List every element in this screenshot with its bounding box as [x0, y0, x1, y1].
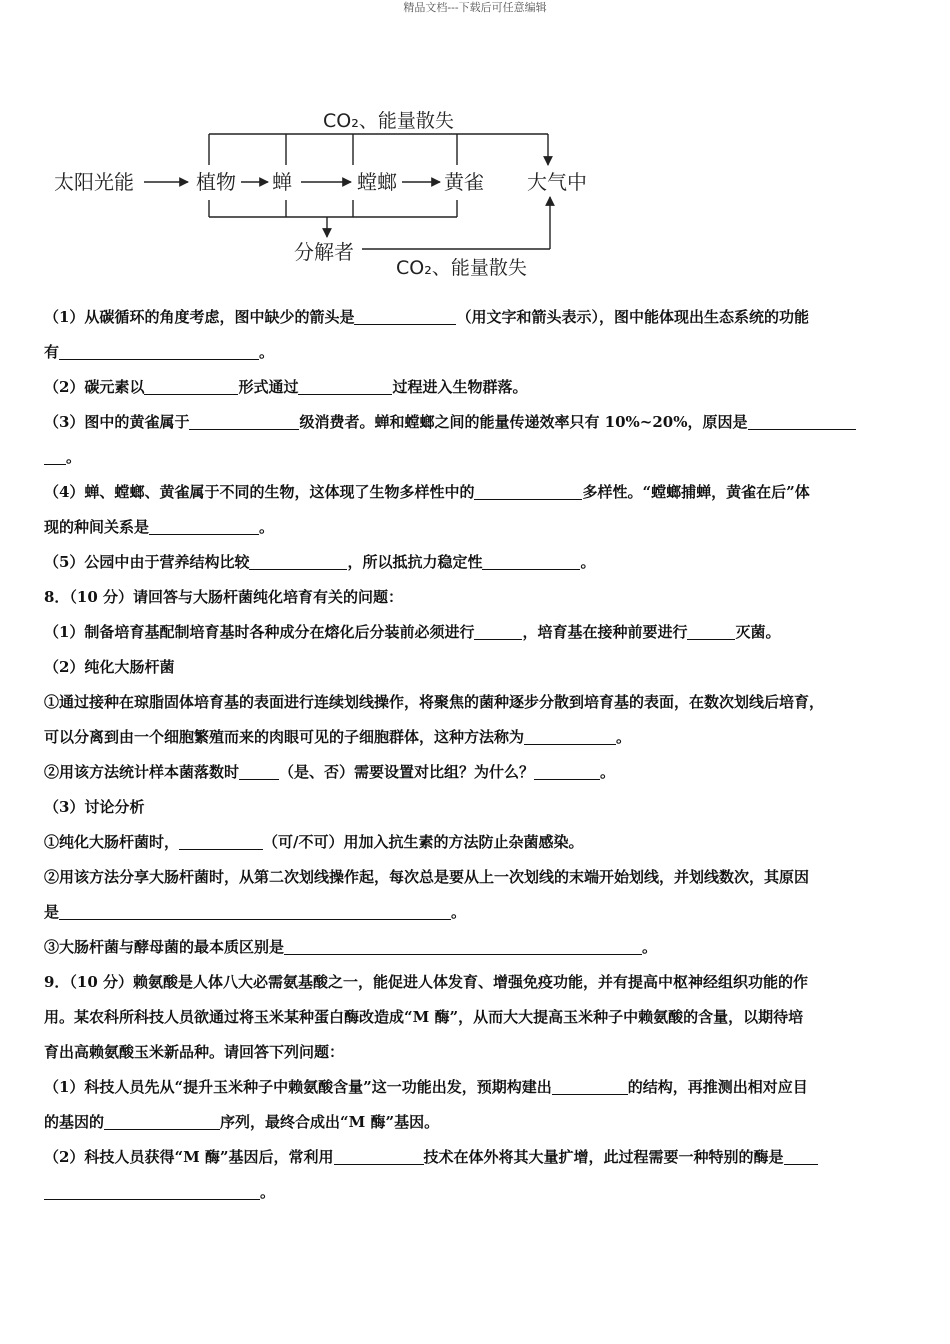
answer-blank[interactable]: [144, 377, 238, 395]
text-line: ③大肠杆菌与酵母菌的最本质区别是 。: [44, 938, 658, 956]
text-line: （1）科技人员先从“提升玉米种子中赖氨酸含量”这一功能出发，预期构建出 的结构，再推测出相对应目: [44, 1078, 808, 1096]
answer-blank[interactable]: [44, 1182, 260, 1200]
top-bracket: [209, 134, 548, 165]
answer-blank[interactable]: [482, 552, 580, 570]
answer-blank[interactable]: [59, 902, 451, 920]
text-line: 。: [44, 1175, 910, 1210]
text-line: （1）从碳循环的角度考虑，图中缺少的箭头是 （用文字和箭头表示），图中能体现出生态系统的功能: [44, 308, 809, 326]
node-oriole: 黄雀: [444, 170, 484, 194]
answer-blank[interactable]: [552, 1077, 628, 1095]
answer-blank[interactable]: [284, 937, 642, 955]
text-line: （3）图中的黄雀属于 级消费者。蝉和螳螂之间的能量传递效率只有 10%~20%，原因是: [44, 405, 910, 440]
text-line: ②用该方法统计样本菌落数时 （是、否）需要设置对比组？为什么？ 。: [44, 763, 616, 781]
answer-blank[interactable]: [59, 342, 259, 360]
question-9-title: 9．（10 分）赖氨酸是人体八大必需氨基酸之一，能促进人体发育、增强免疫功能，并有提高中枢神经组织功能的作: [44, 973, 809, 991]
node-atmosphere: 大气中: [527, 170, 587, 194]
text-line: ①纯化大肠杆菌时， （可/不可）用加入抗生素的方法防止杂菌感染。: [44, 833, 584, 851]
node-decomposer: 分解者: [294, 240, 354, 264]
answer-blank[interactable]: [179, 832, 263, 850]
answer-blank[interactable]: [474, 622, 522, 640]
node-cicada: 蝉: [272, 170, 292, 194]
answer-blank[interactable]: [249, 552, 347, 570]
text-line: （2）碳元素以 形式通过 过程进入生物群落。: [44, 378, 528, 396]
node-mantis: 螳螂: [357, 170, 397, 194]
text-line: ②用该方法分享大肠杆菌时，从第二次划线操作起，每次总是要从上一次划线的末端开始划线，并划线数次，其原因: [44, 868, 810, 886]
text-line: 育出高赖氨酸玉米新品种。请回答下列问题：: [44, 1043, 345, 1061]
text-line: 是 。: [44, 903, 467, 921]
carbon-cycle-diagram: [50, 100, 610, 290]
text-line: （2）纯化大肠杆菌: [44, 658, 175, 676]
text-line: 用。某农科所科技人员欲通过将玉米某种蛋白酶改造成“M 酶”，从而大大提高玉米种子中赖氨酸的含量，以期待培: [44, 1008, 804, 1026]
answer-blank[interactable]: [524, 727, 616, 745]
text-line: （5）公园中由于营养结构比较 ，所以抵抗力稳定性 。: [44, 553, 596, 571]
diagram-svg: [50, 100, 610, 290]
text-line: 现的种间关系是 。: [44, 518, 275, 536]
node-sun: 太阳光能: [54, 170, 134, 194]
answer-blank[interactable]: [104, 1112, 220, 1130]
answer-blank[interactable]: [748, 412, 856, 430]
text-line: （2）科技人员获得“M 酶”基因后，常利用 技术在体外将其大量扩增，此过程需要一种特别的酶是: [44, 1140, 910, 1175]
bottom-bracket: [209, 197, 550, 249]
node-plant: 植物: [196, 170, 236, 194]
text-line: （3）讨论分析: [44, 798, 145, 816]
answer-blank[interactable]: [44, 447, 66, 465]
question-8-title: 8．（10 分）请回答与大肠杆菌纯化培育有关的问题：: [44, 588, 404, 606]
text-line: 有 。: [44, 343, 275, 361]
top-label: CO₂、能量散失: [323, 110, 454, 132]
answer-blank[interactable]: [149, 517, 259, 535]
text-line: 的基因的 序列，最终合成出“M 酶”基因。: [44, 1113, 440, 1131]
bottom-label: CO₂、能量散失: [396, 257, 527, 279]
answer-blank[interactable]: [687, 622, 735, 640]
answer-blank[interactable]: [474, 482, 582, 500]
answer-blank[interactable]: [298, 377, 392, 395]
answer-blank[interactable]: [534, 762, 600, 780]
text-line: 可以分离到由一个细胞繁殖而来的肉眼可见的子细胞群体，这种方法称为 。: [44, 728, 632, 746]
answer-blank[interactable]: [189, 412, 299, 430]
page-header: 精品文档---下载后可任意编辑: [403, 1, 547, 14]
answer-blank[interactable]: [784, 1147, 818, 1165]
answer-blank[interactable]: [354, 307, 456, 325]
answer-blank[interactable]: [334, 1147, 424, 1165]
text-line: （1）制备培育基配制培育基时各种成分在熔化后分装前必须进行 ，培育基在接种前要进行 灭菌。: [44, 623, 781, 641]
question-text: [44, 300, 910, 1210]
text-line: ①通过接种在琼脂固体培育基的表面进行连续划线操作，将聚焦的菌种逐步分散到培育基的表面，在数次划线后培育，: [44, 693, 825, 711]
answer-blank[interactable]: [239, 762, 279, 780]
text-line: 。: [44, 440, 910, 475]
text-line: （4）蝉、螳螂、黄雀属于不同的生物，这体现了生物多样性中的 多样性。“螳螂捕蝉，黄雀在后”体: [44, 483, 810, 501]
